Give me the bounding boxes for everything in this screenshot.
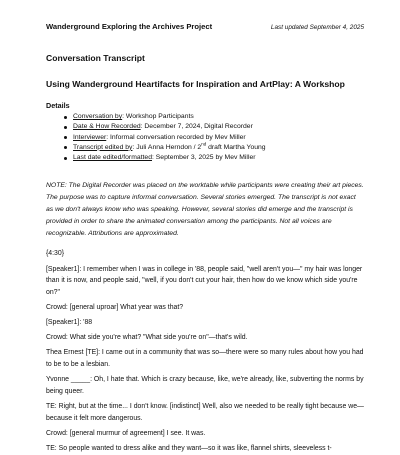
transcript-line: TE: So people wanted to dress alike and they want—so it was like, flannel shirts, sleeveless t- [46, 444, 332, 452]
detail-label: Transcript edited by [73, 143, 133, 151]
detail-transcript-edited-by [73, 143, 364, 153]
detail-date-recorded [73, 122, 364, 132]
detail-interviewer [73, 133, 364, 143]
page-header [46, 22, 364, 36]
transcript-note: NOTE: The Digital Recorder was placed on the worktable while participants were creating their art pieces. The purpose was to capture informal conversation. Several stories emerged. The transcript is not exact as we don't always know who was speaking. However, several stories did emerge and the transcript is provided in order to share the animated conversation among the participants. Not all voices are recognizable. Attributions are approximated. [46, 182, 364, 237]
detail-value: : December 7, 2024, Digital Recorder [140, 123, 253, 131]
document-title: Conversation Transcript [46, 53, 145, 63]
transcript-line: TE: Right, but at the time... I don't know. [indistinct] Well, also we needed to be really tight because we—because it felt more dangerous. [46, 402, 364, 422]
last-updated-date: Last updated September 4, 2025 [270, 24, 364, 31]
detail-value: : Informal conversation recorded by Mev Miller [106, 133, 246, 141]
transcript-line: Yvonne _____: Oh, I hate that. Which is crazy because, like, we're already, like, subverting the norms by being queer. [46, 376, 364, 395]
transcript-body [46, 248, 364, 454]
detail-label: Interviewer [73, 133, 107, 141]
details-heading: Details [46, 101, 70, 110]
detail-label: Conversation by [73, 113, 123, 120]
detail-value: : Workshop Participants [122, 113, 194, 120]
detail-last-edited [73, 153, 364, 163]
transcript-line: [Speaker1]: I remember when I was in college in '88, people said, "well aren't you—" my hair was longer than it is now, and people said, "well, if you don't cut your hair, then how do we know which side you're on?" [46, 265, 363, 296]
detail-value: : September 3, 2025 by Mev Miller [151, 154, 256, 162]
timestamp: {4:30} [46, 250, 65, 258]
detail-value-rest: draft Martha Young [206, 143, 266, 151]
header-title: Wanderground Exploring the Archives Project [46, 22, 213, 31]
transcript-line: Thea Ernest [TE]: I came out in a community that was so—there were so many rules about how you had to be to be a lesbian. [46, 349, 364, 369]
transcript-line: Crowd: [general murmur of agreement] I see. It was. [46, 429, 206, 437]
transcript-line: Crowd: [general uproar] What year was that? [46, 304, 184, 312]
detail-label: Date & How Recorded [73, 123, 141, 131]
detail-conversation-by [73, 112, 364, 122]
detail-label: Last date edited/formatted [73, 154, 152, 162]
ordinal-suffix: nd [201, 141, 207, 147]
transcript-line: Crowd: What side you're what? "What side you're on"—that's wild. [46, 334, 248, 342]
details-list [46, 112, 364, 163]
detail-value: : Juli Anna Herndon / 2 [132, 143, 202, 151]
transcript-line: [Speaker1]: '88 [46, 319, 93, 327]
workshop-title: Using Wanderground Heartifacts for Inspiration and ArtPlay: A Workshop [46, 79, 345, 89]
